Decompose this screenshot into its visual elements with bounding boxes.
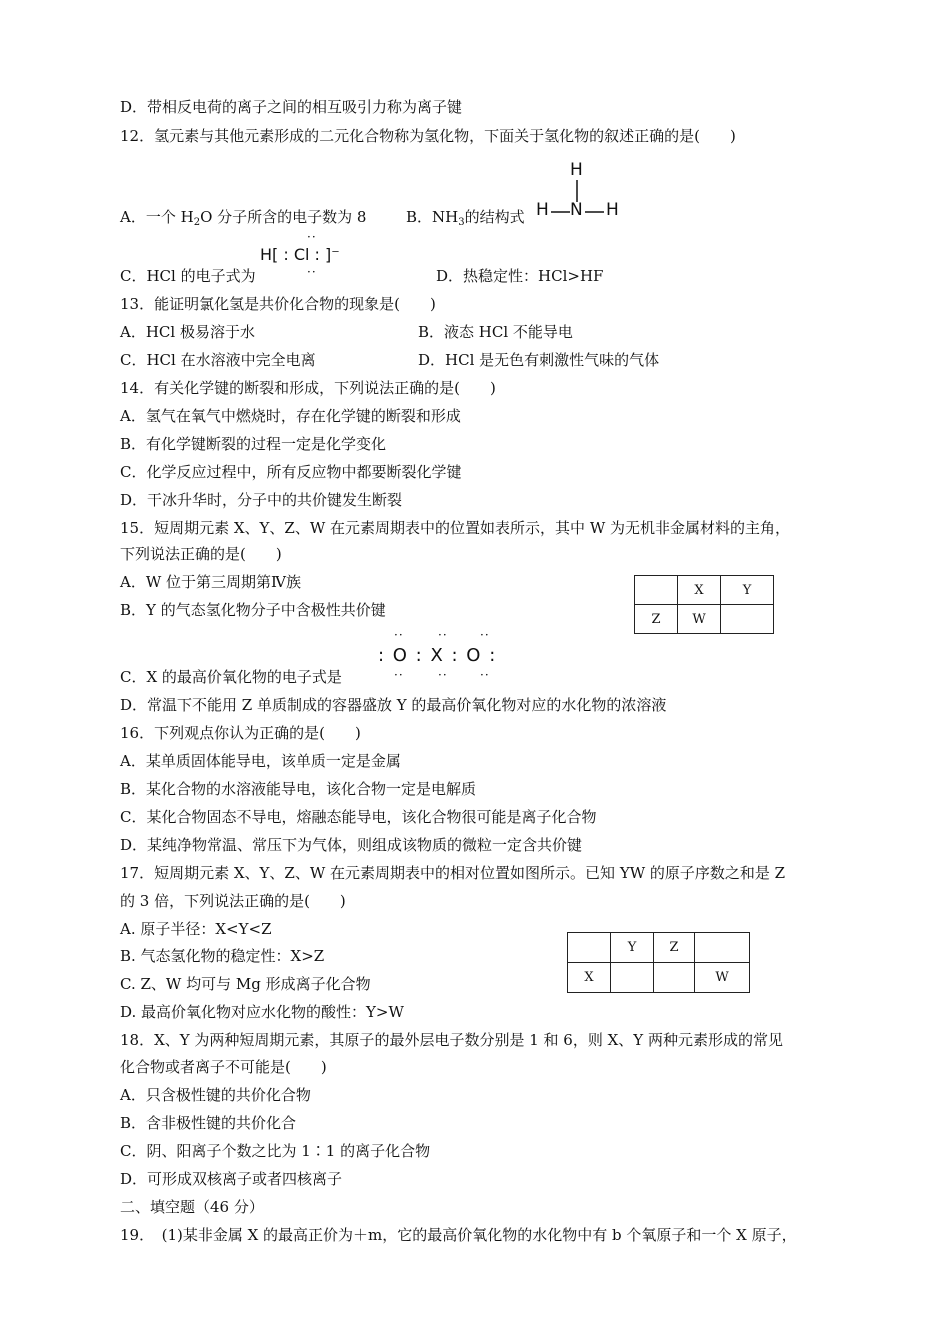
q16-option-c: C．某化合物固态不导电，熔融态能导电，该化合物很可能是离子化合物	[120, 808, 597, 826]
table-cell: Z	[635, 605, 678, 634]
q16-option-b: B．某化合物的水溶液能导电，该化合物一定是电解质	[120, 780, 477, 798]
table-cell	[654, 963, 695, 993]
q18-option-c: C．阴、阳离子个数之比为 1∶1 的离子化合物	[120, 1142, 431, 1160]
table-cell: Y	[721, 576, 774, 605]
q17-stem-1: 17．短周期元素 X、Y、Z、W 在元素周期表中的相对位置如图所示。已知 YW 的原子序数之和是 Z	[120, 864, 786, 882]
q14-option-c: C．化学反应过程中，所有反应物中都要断裂化学键	[120, 463, 462, 481]
periodic-table-q17	[567, 932, 750, 993]
q11-option-d: D．带相反电荷的离子之间的相互吸引力称为离子键	[120, 98, 463, 116]
q13-stem: 13．能证明氯化氢是共价化合物的现象是( )	[120, 295, 436, 313]
q12-option-d: D．热稳定性：HCl>HF	[436, 267, 604, 285]
q15-option-b: B．Y 的气态氢化物分子中含极性共价键	[120, 601, 386, 619]
q18-option-d: D．可形成双核离子或者四核离子	[120, 1170, 343, 1188]
periodic-table-q15	[634, 575, 774, 634]
q13-option-a: A．HCl 极易溶于水	[120, 323, 255, 341]
table-cell: W	[678, 605, 721, 634]
table-cell: X	[678, 576, 721, 605]
q16-stem: 16．下列观点你认为正确的是( )	[120, 724, 361, 742]
q13-option-d: D．HCl 是无色有刺激性气味的气体	[418, 351, 660, 369]
table-cell	[611, 963, 654, 993]
q16-option-d: D．某纯净物常温、常压下为气体，则组成该物质的微粒一定含共价键	[120, 836, 583, 854]
q17-option-b: B. 气态氢化物的稳定性：X>Z	[120, 947, 325, 965]
q13-option-b: B．液态 HCl 不能导电	[418, 323, 573, 341]
q18-stem-2: 化合物或者离子不可能是( )	[120, 1058, 327, 1076]
q12-option-c: C．HCl 的电子式为	[120, 267, 256, 285]
q18-option-b: B．含非极性键的共价化合	[120, 1114, 297, 1132]
q14-option-d: D．干冰升华时，分子中的共价键发生断裂	[120, 491, 403, 509]
q18-option-a: A．只含极性键的共价化合物	[120, 1086, 311, 1104]
q18-stem-1: 18．X、Y 为两种短周期元素，其原子的最外层电子数分别是 1 和 6，则 X、Y 两种元素形成的常见	[120, 1031, 783, 1049]
q12-options-ab	[120, 207, 525, 233]
q15-option-d: D．常温下不能用 Z 单质制成的容器盛放 Y 的最高价氧化物对应的水化物的浓溶液	[120, 696, 667, 714]
table-cell: W	[695, 963, 750, 993]
table-cell	[568, 933, 611, 963]
section-heading: 二、填空题（46 分）	[120, 1198, 264, 1216]
q17-option-a: A. 原子半径：X<Y<Z	[120, 920, 272, 938]
q15-option-c: C．X 的最高价氧化物的电子式是	[120, 668, 342, 686]
q17-option-d: D. 最高价氧化物对应水化物的酸性：Y>W	[120, 1003, 404, 1021]
q14-option-a: A．氢气在氧气中燃烧时，存在化学键的断裂和形成	[120, 407, 461, 425]
q15-stem-1: 15．短周期元素 X、Y、Z、W 在元素周期表中的位置如表所示，其中 W 为无机非金属材料的主角，	[120, 519, 791, 537]
q12-option-a: A．一个 $H_2O$ 分子所含的电子数为 8	[120, 208, 367, 228]
q13-option-c: C．HCl 在水溶液中完全电离	[120, 351, 316, 369]
q12-option-b: B．$NH_3$的结构式	[406, 208, 525, 228]
q14-option-b: B．有化学键断裂的过程一定是化学变化	[120, 435, 387, 453]
table-cell: Z	[654, 933, 695, 963]
q15-option-a: A．W 位于第三周期第Ⅳ族	[120, 573, 302, 591]
q14-stem: 14．有关化学键的断裂和形成，下列说法正确的是( )	[120, 379, 496, 397]
q17-stem-2: 的 3 倍，下列说法正确的是( )	[120, 892, 346, 910]
table-cell	[695, 933, 750, 963]
q12-stem: 12．氢元素与其他元素形成的二元化合物称为氢化物，下面关于氢化物的叙述正确的是( )	[120, 127, 736, 145]
q19-stem: 19． (1)某非金属 X 的最高正价为＋m，它的最高价氧化物的水化物中有 b 个氧原子和一个 X 原子，	[120, 1226, 797, 1244]
table-cell: X	[568, 963, 611, 993]
q16-option-a: A．某单质固体能导电，该单质一定是金属	[120, 752, 401, 770]
q15-stem-2: 下列说法正确的是( )	[120, 545, 282, 563]
q17-option-c: C. Z、W 均可与 Mg 形成离子化合物	[120, 975, 371, 993]
table-cell: Y	[611, 933, 654, 963]
table-cell	[721, 605, 774, 634]
table-cell	[635, 576, 678, 605]
